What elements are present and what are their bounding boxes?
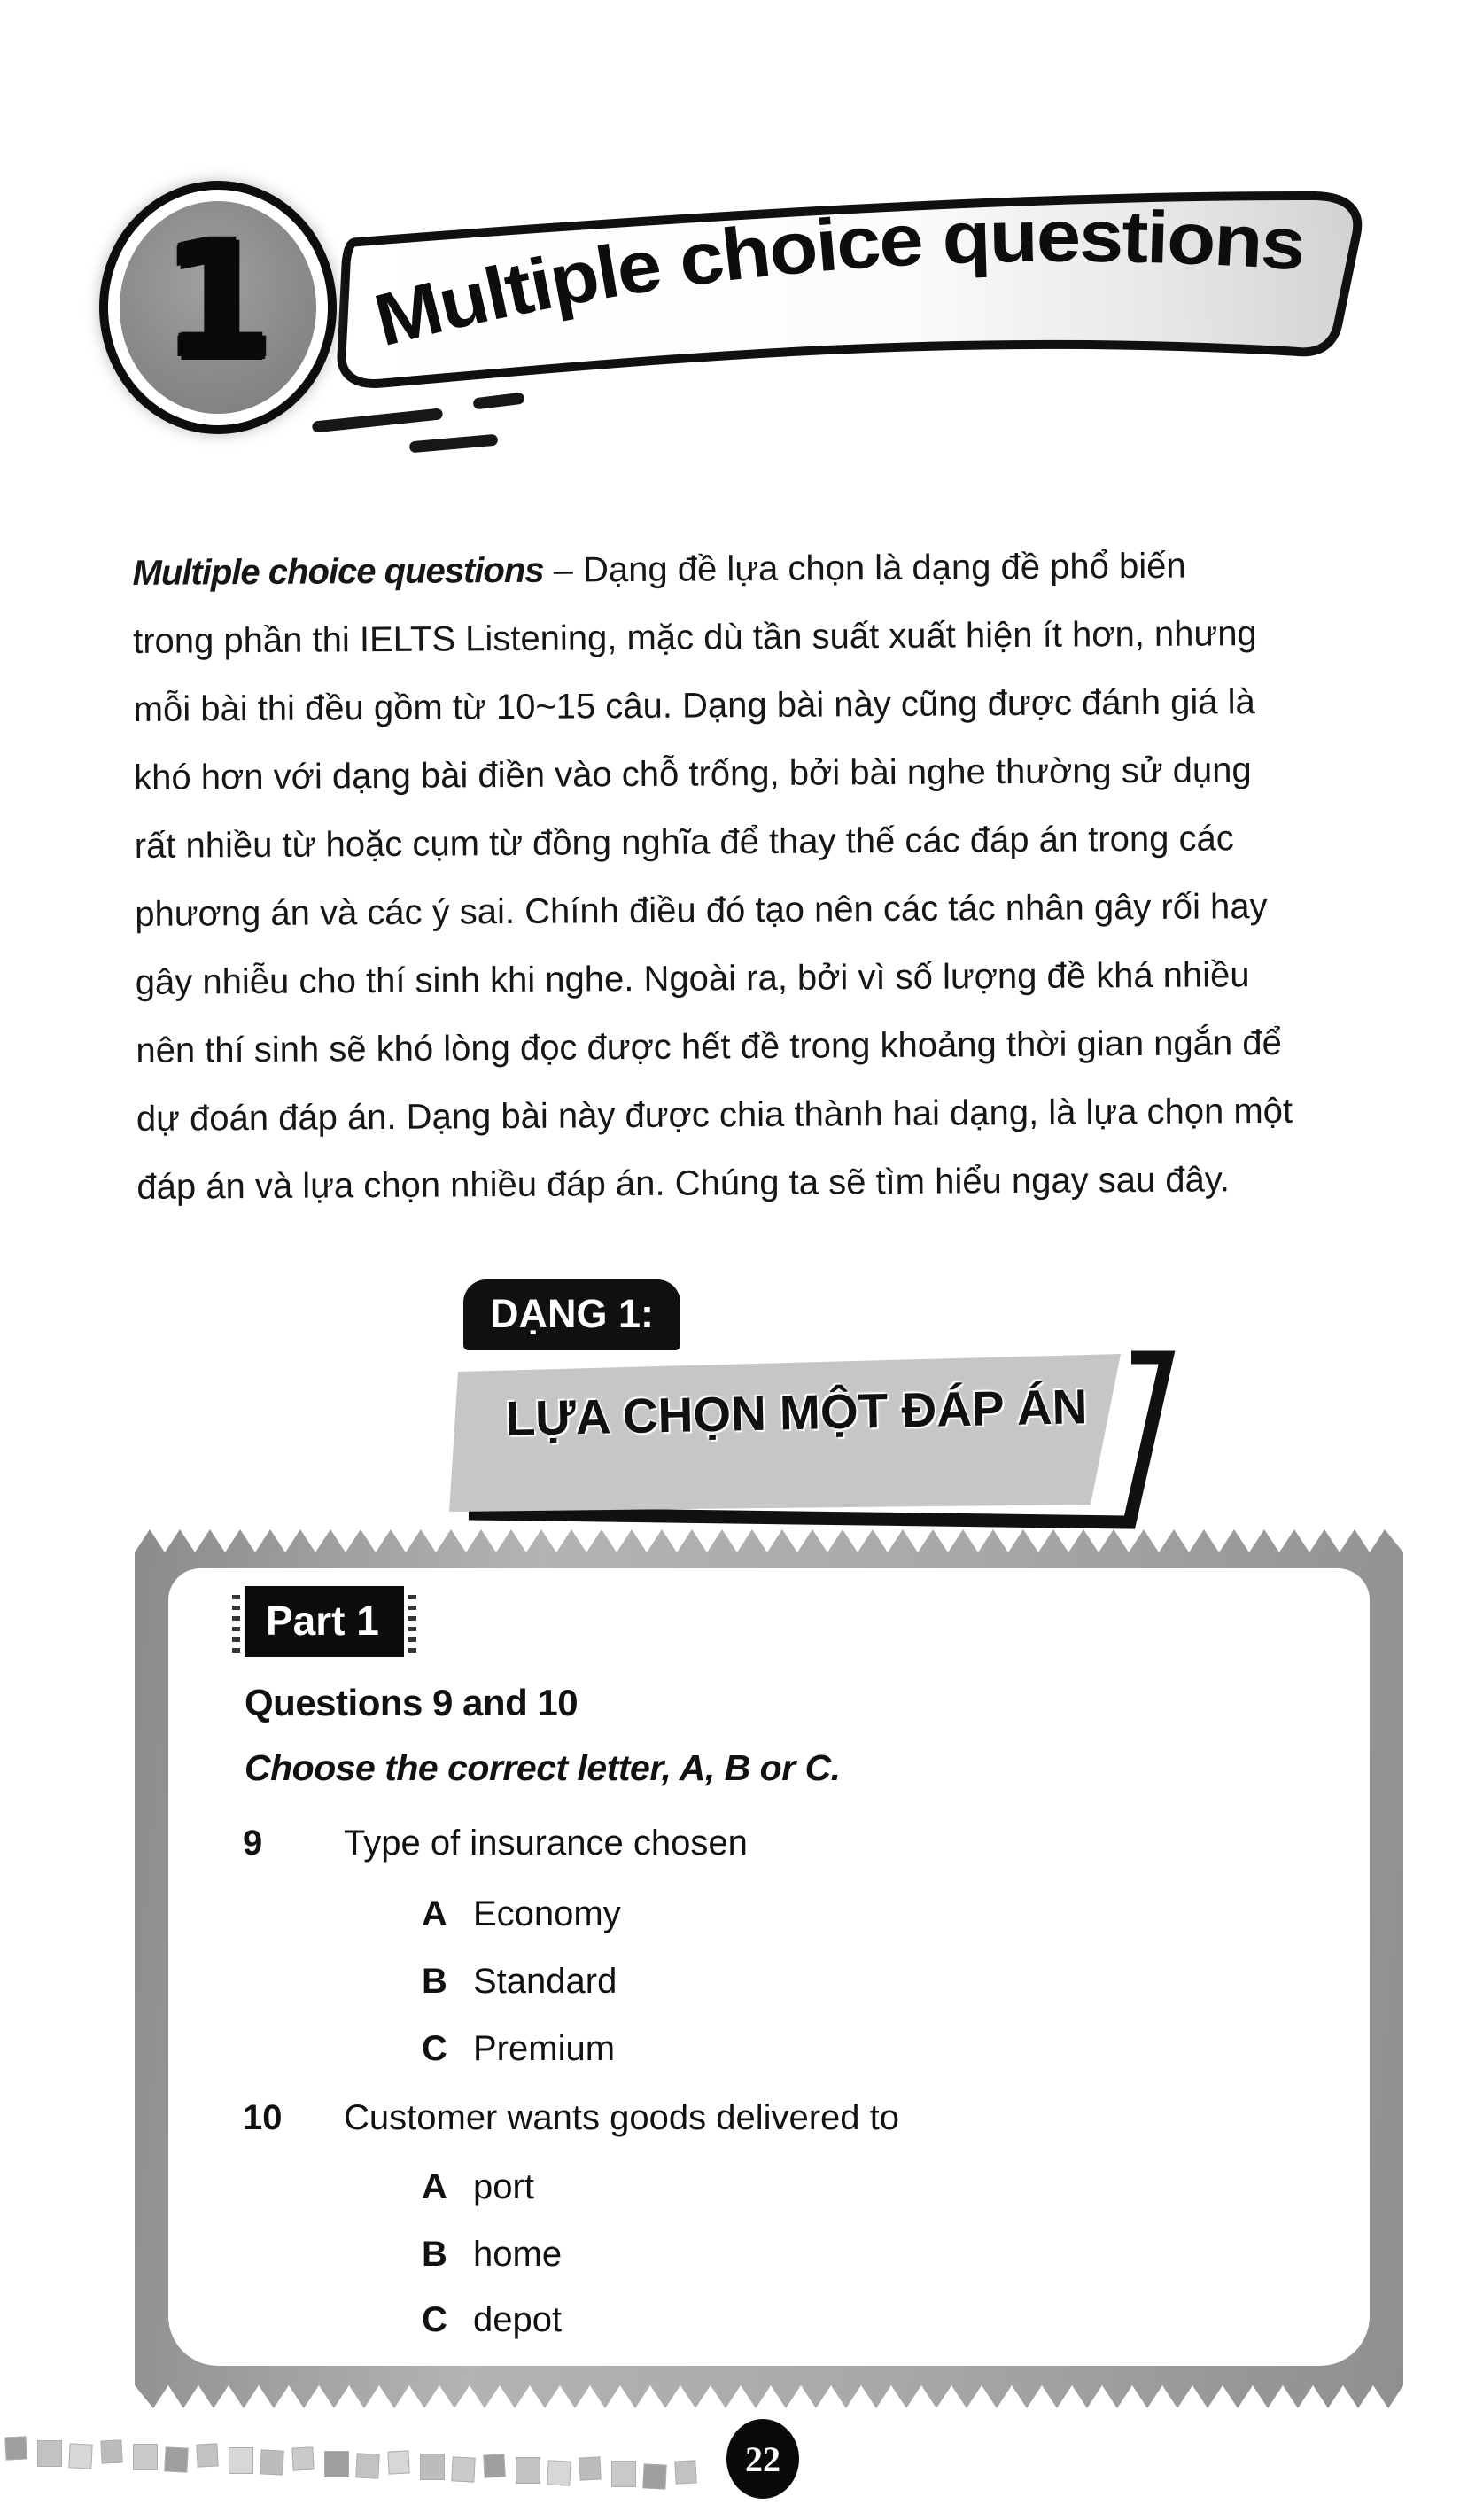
option-letter: C	[422, 2029, 447, 2068]
option-text: Standard	[473, 1962, 617, 2001]
question-number: 10	[243, 2098, 283, 2137]
option-letter: B	[422, 1962, 447, 2001]
speed-line	[312, 408, 444, 432]
option-letter: B	[422, 2235, 447, 2274]
option-text: depot	[473, 2300, 563, 2339]
part-1-label-text: Part 1	[266, 1598, 379, 1644]
dang-1-heading	[447, 1279, 1192, 1545]
part-1-panel	[168, 1568, 1370, 2366]
option-letter: A	[422, 2167, 447, 2206]
speed-line	[409, 434, 499, 454]
option-text: port	[473, 2167, 534, 2206]
option-row	[422, 2167, 534, 2207]
intro-line: khó hơn với dạng bài điền vào chỗ trống, bởi bài nghe thường sử dụng	[134, 751, 1252, 797]
question-row	[243, 1824, 748, 1863]
chapter-number: 1	[162, 209, 274, 394]
intro-line: phương án và các ý sai. Chính điều đó tạo nên các tác nhân gây rối hay	[135, 887, 1268, 934]
part-1-label	[245, 1586, 404, 1657]
option-text: home	[473, 2235, 563, 2274]
chapter-number-disc	[120, 201, 316, 414]
question-text: Customer wants goods delivered to	[344, 2098, 899, 2137]
intro-line: nên thí sinh sẽ khó lòng đọc được hết đề trong khoảng thời gian ngắn để	[136, 1023, 1282, 1070]
dang-1-label	[463, 1279, 680, 1350]
intro-paragraph	[132, 531, 1391, 1222]
option-text: Economy	[473, 1894, 621, 1933]
intro-line: đáp án và lựa chọn nhiều đáp án. Chúng ta sẽ tìm hiểu ngay sau đây.	[136, 1160, 1231, 1207]
option-row	[422, 1962, 617, 2002]
page-number: 22	[745, 2438, 780, 2479]
intro-line: dự đoán đáp án. Dạng bài này được chia thành hai dạng, là lựa chọn một	[136, 1091, 1293, 1139]
option-row	[422, 2300, 562, 2340]
footer-decoration	[2, 2435, 728, 2492]
intro-line: mỗi bài thi đều gồm từ 10~15 câu. Dạng bài này cũng được đánh giá là	[133, 682, 1255, 729]
intro-line: trong phần thi IELTS Listening, mặc dù tần suất xuất hiện ít hơn, nhưng	[132, 614, 1257, 661]
part-1-box	[135, 1529, 1403, 2408]
chapter-title: Multiple choice questions	[366, 194, 1303, 362]
intro-line: gây nhiễu cho thí sinh khi nghe. Ngoài ra, bởi vì số lượng đề khá nhiều	[135, 955, 1250, 1002]
questions-instruction: Choose the correct letter, A, B or C.	[245, 1747, 841, 1788]
option-row	[422, 2029, 615, 2069]
intro-line-text: – Dạng đề lựa chọn là dạng đề phổ biến	[543, 546, 1186, 590]
dang-1-title: LỰA CHỌN MỘT ĐÁP ÁN	[505, 1379, 1088, 1446]
question-text: Type of insurance chosen	[344, 1824, 748, 1863]
intro-line: rất nhiều từ hoặc cụm từ đồng nghĩa để thay thế các đáp án trong các	[134, 819, 1234, 866]
option-letter: A	[422, 1894, 447, 1933]
option-row	[422, 1894, 621, 1934]
intro-lead: Multiple choice questions	[132, 550, 544, 593]
intro-line	[132, 531, 1387, 608]
question-row	[243, 2098, 899, 2138]
title-banner	[297, 184, 1403, 403]
option-letter: C	[422, 2300, 447, 2339]
dang-1-label-text: DẠNG 1:	[490, 1291, 655, 1336]
questions-heading: Questions 9 and 10	[245, 1682, 579, 1723]
option-row	[422, 2235, 562, 2275]
question-number: 9	[243, 1824, 263, 1863]
page-number-badge	[726, 2419, 799, 2499]
chapter-number-badge	[99, 181, 337, 434]
option-text: Premium	[473, 2029, 616, 2068]
